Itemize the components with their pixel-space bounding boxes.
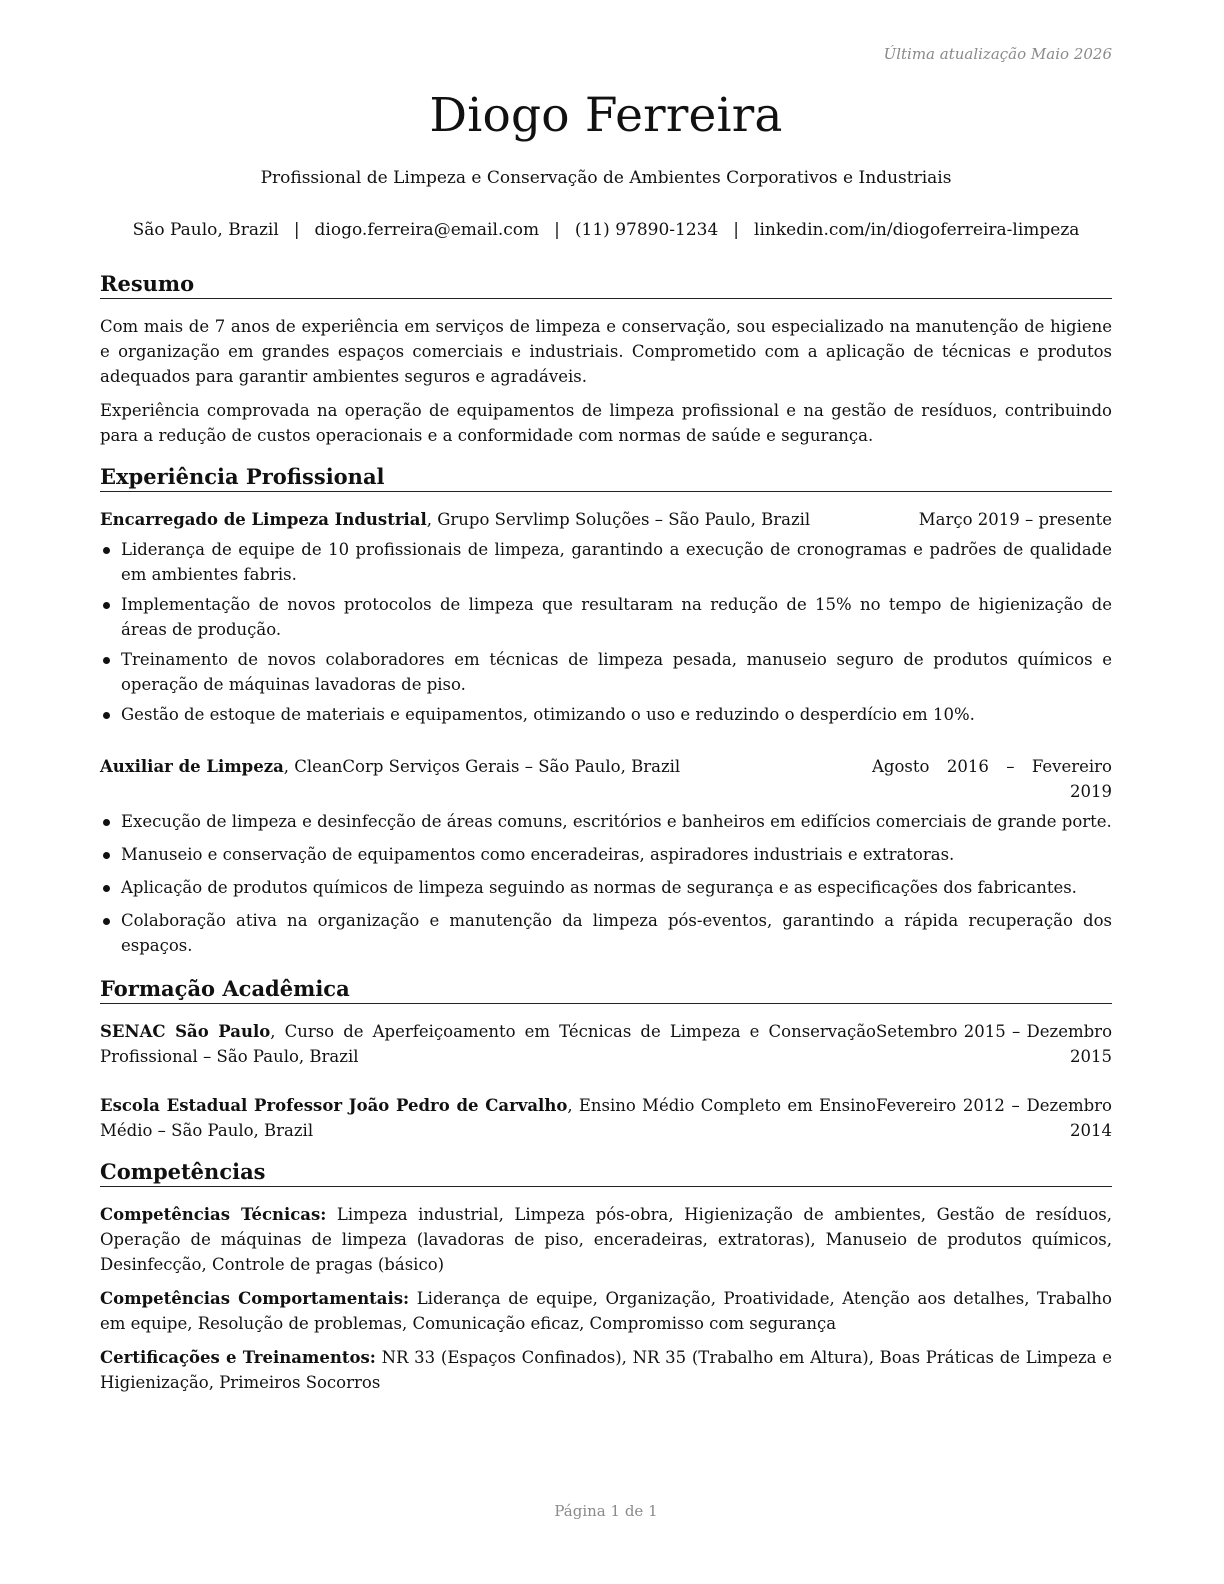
job-bullets: [100, 809, 1112, 966]
list-item: Execução de limpeza e desinfecção de áreas comuns, escritórios e banheiros em edifícios comerciais de grande porte.: [100, 809, 1112, 834]
job-header: [100, 507, 1112, 532]
skills-text: Liderança de equipe, Organização, Proatividade, Atenção aos detalhes, Trabalho em equipe, Resolução de problemas, Comunicação eficaz, Compromisso com segurança: [100, 1289, 1112, 1333]
resume-page: [100, 0, 1112, 1584]
section-title-summary: Resumo: [100, 271, 1112, 299]
headline: Profissional de Limpeza e Conservação de Ambientes Corporativos e Industriais: [260, 168, 952, 188]
education-item: [100, 1019, 1112, 1069]
education-school: Escola Estadual Professor João Pedro de Carvalho: [100, 1096, 568, 1115]
education-item: [100, 1093, 1112, 1143]
last-updated: Última atualização Maio 2026: [883, 45, 1112, 63]
education-detail: , Ensino Médio Completo em Ensino Médio – São Paulo, Brazil: [100, 1096, 876, 1140]
job-role: Encarregado de Limpeza Industrial: [100, 510, 427, 529]
section-title-experience: Experiência Profissional: [100, 464, 1112, 492]
job-bullets: [100, 537, 1112, 732]
skills-group-certifications: [100, 1345, 1112, 1395]
candidate-name: Diogo Ferreira: [429, 88, 783, 143]
job-role: Auxiliar de Limpeza: [100, 757, 284, 776]
skills-group-behavioral: [100, 1286, 1112, 1336]
contact-separator: |: [733, 220, 740, 240]
summary-paragraph-2: Experiência comprovada na operação de equipamentos de limpeza profissional e na gestão de resíduos, contribuindo para a redução de custos operacionais e a conformidade com normas de saúde e segurança.: [100, 401, 1112, 445]
job-company: , CleanCorp Serviços Gerais – São Paulo, Brazil: [283, 757, 681, 776]
list-item: Colaboração ativa na organização e manutenção da limpeza pós-eventos, garantindo a rápida recuperação dos espaços.: [100, 908, 1112, 958]
contact-location: São Paulo, Brazil: [132, 220, 279, 240]
summary-paragraph-1: Com mais de 7 anos de experiência em serviços de limpeza e conservação, sou especializado na manutenção de higiene e organização em grandes espaços comerciais e industriais. Comprometido com a aplicação de técnicas e produtos adequados para garantir ambientes seguros e agradáveis.: [100, 317, 1112, 386]
contact-separator: |: [554, 220, 560, 240]
education-detail: , Curso de Aperfeiçoamento em Técnicas de Limpeza e Conservação Profissional – São Paulo, Brazil: [100, 1022, 876, 1066]
skills-group-technical: [100, 1202, 1112, 1277]
list-item: Manuseio e conservação de equipamentos como enceradeiras, aspiradores industriais e extratoras.: [100, 842, 1112, 867]
section-title-skills: Competências: [100, 1159, 1112, 1187]
job-dates: Março 2019 – presente: [918, 510, 1112, 529]
contact-linkedin[interactable]: linkedin.com/in/diogoferreira-limpeza: [754, 220, 1080, 240]
skills-label: Certificações e Treinamentos:: [100, 1348, 376, 1367]
skills-label: Competências Comportamentais:: [100, 1289, 410, 1308]
list-item: Gestão de estoque de materiais e equipamentos, otimizando o uso e reduzindo o desperdício em 10%.: [100, 702, 1112, 727]
page-number: Página 1 de 1: [554, 1502, 658, 1520]
job-company: , Grupo Servlimp Soluções – São Paulo, Brazil: [426, 510, 811, 529]
skills-text: Limpeza industrial, Limpeza pós-obra, Higienização de ambientes, Gestão de resíduos, Operação de máquinas de limpeza (lavadoras de piso, enceradeiras, extratoras), Manuseio de produtos químicos, Desinfecção, Controle de pragas (básico): [100, 1205, 1112, 1274]
skills-text: NR 33 (Espaços Confinados), NR 35 (Trabalho em Altura), Boas Práticas de Limpeza e Higienização, Primeiros Socorros: [100, 1348, 1112, 1392]
section-title-education: Formação Acadêmica: [100, 976, 1112, 1004]
contact-phone: (11) 97890-1234: [574, 220, 719, 240]
list-item: Implementação de novos protocolos de limpeza que resultaram na redução de 15% no tempo de higienização de áreas de produção.: [100, 592, 1112, 642]
contact-email[interactable]: diogo.ferreira@email.com: [314, 220, 540, 240]
skills-label: Competências Técnicas:: [100, 1205, 327, 1224]
list-item: Treinamento de novos colaboradores em técnicas de limpeza pesada, manuseio seguro de produtos químicos e operação de máquinas lavadoras de piso.: [100, 647, 1112, 697]
education-dates: Fevereiro 2012 – Dezembro 2014: [876, 1096, 1112, 1140]
education-school: SENAC São Paulo: [100, 1022, 271, 1041]
job-header: [100, 754, 1112, 804]
list-item: Liderança de equipe de 10 profissionais de limpeza, garantindo a execução de cronogramas e padrões de qualidade em ambientes fabris.: [100, 537, 1112, 587]
list-item: Aplicação de produtos químicos de limpeza seguindo as normas de segurança e as especificações dos fabricantes.: [100, 875, 1112, 900]
contact-separator: |: [293, 220, 300, 240]
education-dates: Setembro 2015 – Dezembro 2015: [876, 1022, 1112, 1066]
job-dates: Agosto 2016 – Fevereiro 2019: [872, 757, 1112, 801]
contact-line: [70, 220, 1142, 240]
